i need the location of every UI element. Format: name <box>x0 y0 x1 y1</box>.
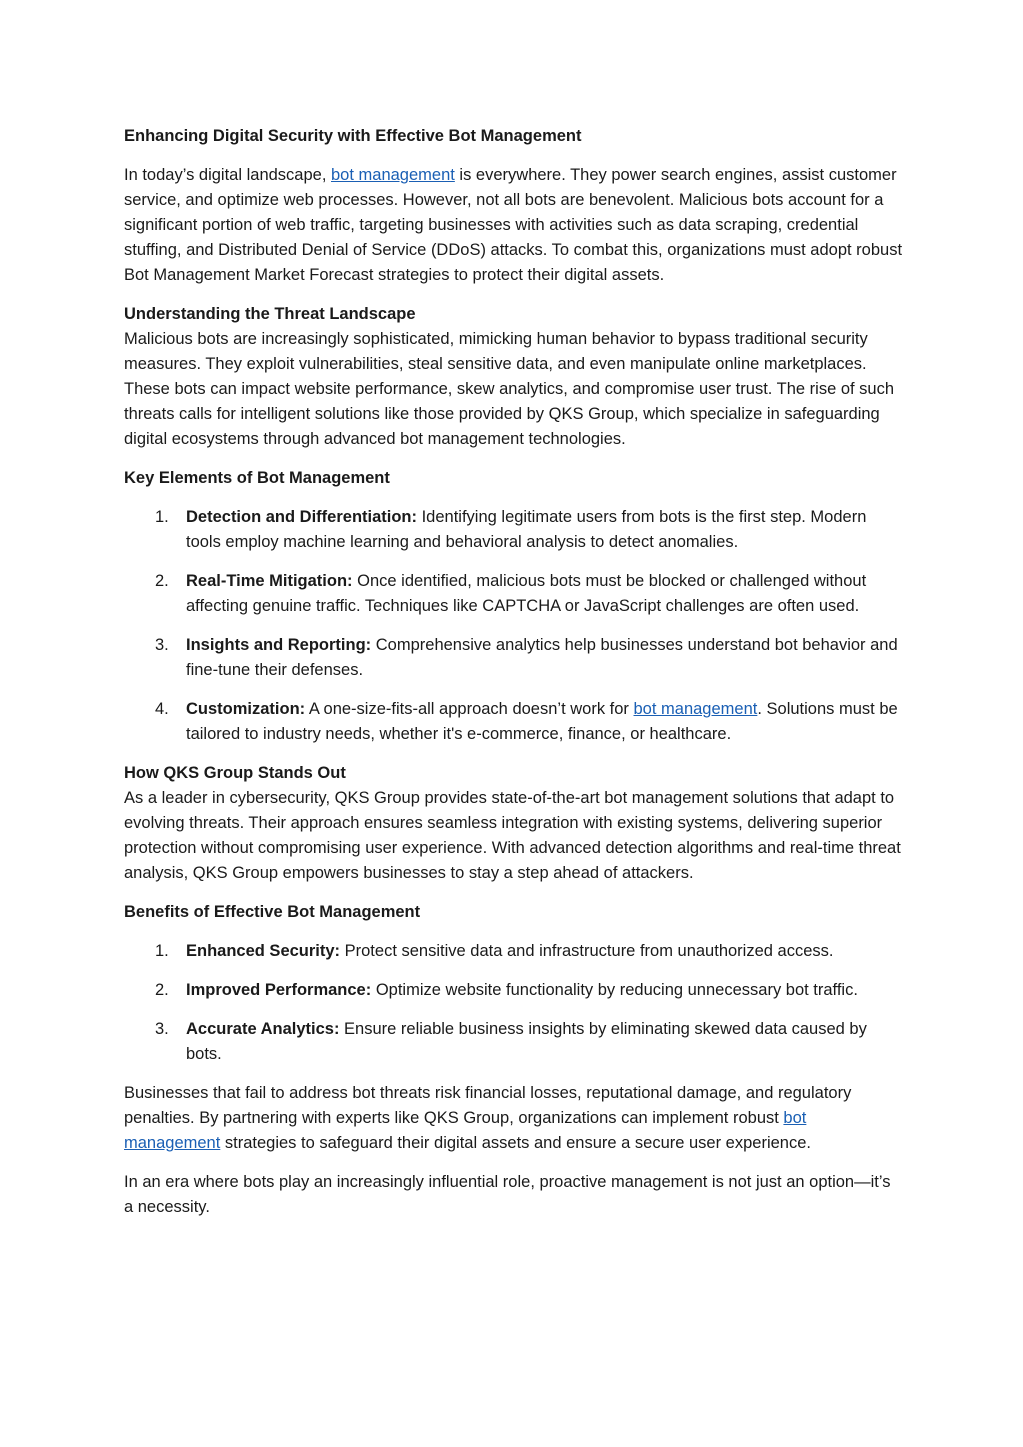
list-item <box>124 697 904 747</box>
list-text: Protect sensitive data and infrastructure from unauthorized access. <box>340 942 834 960</box>
list-item <box>124 569 904 619</box>
intro-paragraph <box>124 163 904 288</box>
list-term: Improved Performance: <box>186 981 372 999</box>
list-number: 3. <box>155 636 169 654</box>
list-number: 3. <box>155 1020 169 1038</box>
list-term: Detection and Differentiation: <box>186 508 418 526</box>
list-text: Identifying legitimate users from bots is the first step. Modern tools employ machine learning and behavioral analysis to detect anomalies. <box>186 508 867 551</box>
bot-management-link[interactable]: bot management <box>124 1109 807 1152</box>
list-text: Optimize website functionality by reducing unnecessary bot traffic. <box>371 981 858 999</box>
benefits-list <box>124 939 904 1067</box>
list-item <box>124 633 904 683</box>
list-number: 2. <box>155 572 169 590</box>
key-elements-heading: Key Elements of Bot Management <box>124 469 390 487</box>
list-term: Real-Time Mitigation: <box>186 572 353 590</box>
closing-paragraph <box>124 1081 904 1156</box>
bot-management-link[interactable]: bot management <box>331 166 455 184</box>
list-text-before: A one-size-fits-all approach doesn’t work for <box>305 700 634 718</box>
list-term: Customization: <box>186 700 306 718</box>
list-term: Enhanced Security: <box>186 942 341 960</box>
list-item <box>124 939 904 964</box>
intro-text-before: In today’s digital landscape, <box>124 166 331 184</box>
intro-text-after: is everywhere. They power search engines, assist customer service, and optimize web processes. However, not all bots are benevolent. Malicious bots account for a significant portion of web traffic, targeting businesses with activities such as data scraping, credential stuffing, and Distributed Denial of Service (DDoS) attacks. To combat this, organizations must adopt robust Bot Management Market Forecast strategies to protect their digital assets. <box>124 166 903 284</box>
list-number: 1. <box>155 508 169 526</box>
list-term: Insights and Reporting: <box>186 636 372 654</box>
benefits-heading: Benefits of Effective Bot Management <box>124 903 421 921</box>
threat-heading: Understanding the Threat Landscape <box>124 305 416 323</box>
list-item <box>124 978 904 1003</box>
qks-paragraph: As a leader in cybersecurity, QKS Group provides state-of-the-art bot management solutions that adapt to evolving threats. Their approach ensures seamless integration with existing systems, delivering superior protection without compromising user experience. With advanced detection algorithms and real-time threat analysis, QKS Group empowers businesses to stay a step ahead of attackers. <box>124 789 901 882</box>
list-text: Once identified, malicious bots must be blocked or challenged without affecting genuine traffic. Techniques like CAPTCHA or JavaScript challenges are often used. <box>186 572 867 615</box>
document-page <box>124 124 904 1220</box>
list-number: 2. <box>155 981 169 999</box>
closing-text-after: strategies to safeguard their digital assets and ensure a secure user experience. <box>220 1134 811 1152</box>
list-item <box>124 505 904 555</box>
document-title: Enhancing Digital Security with Effective Bot Management <box>124 127 582 145</box>
closing-text-before: Businesses that fail to address bot threats risk financial losses, reputational damage, and regulatory penalties. By partnering with experts like QKS Group, organizations can implement robust <box>124 1084 852 1127</box>
key-elements-list <box>124 505 904 747</box>
list-text: Comprehensive analytics help businesses understand bot behavior and fine-tune their defenses. <box>186 636 898 679</box>
list-text-after: . Solutions must be tailored to industry needs, whether it's e-commerce, finance, or healthcare. <box>186 700 898 743</box>
list-term: Accurate Analytics: <box>186 1020 340 1038</box>
threat-paragraph: Malicious bots are increasingly sophisticated, mimicking human behavior to bypass traditional security measures. They exploit vulnerabilities, steal sensitive data, and even manipulate online marketplaces. These bots can impact website performance, skew analytics, and compromise user trust. The rise of such threats calls for intelligent solutions like those provided by QKS Group, which specialize in safeguarding digital ecosystems through advanced bot management technologies. <box>124 330 895 448</box>
qks-heading: How QKS Group Stands Out <box>124 764 346 782</box>
final-paragraph: In an era where bots play an increasingly influential role, proactive management is not just an option—it’s a necessity. <box>124 1173 891 1216</box>
list-number: 1. <box>155 942 169 960</box>
list-item <box>124 1017 904 1067</box>
bot-management-link[interactable]: bot management <box>633 700 758 718</box>
list-number: 4. <box>155 700 169 718</box>
list-text: Ensure reliable business insights by eliminating skewed data caused by bots. <box>186 1020 867 1063</box>
